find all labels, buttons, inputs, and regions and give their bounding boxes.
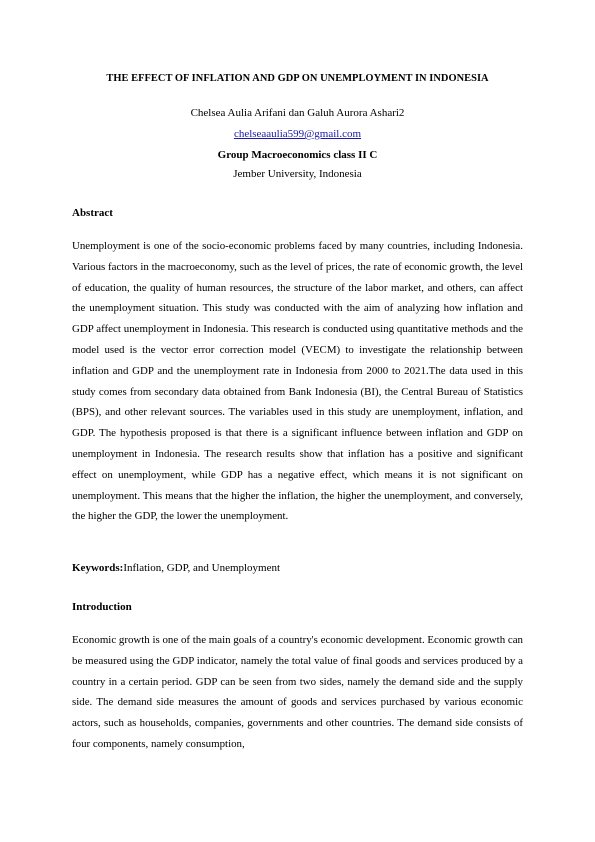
abstract-text: Unemployment is one of the socio-economic problems faced by many countries, including Indonesia. Various factors in the macroeconomy, such as the level of prices, the rate of economic growth, the level of education, the quality of human resources, the structure of the labor market, and others, can affect the unemployment situation. This study was conducted with the aim of analyzing how inflation and GDP affect unemployment in Indonesia. This research is conducted using quantitative methods and the model used is the vector error correction model (VECM) to investigate the relationship between inflation and GDP and the unemployment rate in Indonesia from 2000 to 2021.The data used in this study comes from secondary data obtained from Bank Indonesia (BI), the Central Bureau of Statistics (BPS), and other relevant sources. The variables used in this study are unemployment, inflation, and GDP. The hypothesis proposed is that there is a significant influence between inflation and GDP on unemployment in Indonesia. The research results show that inflation has a positive and significant effect on unemployment, while GDP has a negative effect, which means it is not significant on unemployment. This means that the higher the inflation, the higher the unemployment, and conversely, the higher the GDP, the lower the unemployment. [72,240,523,523]
keywords-text: Inflation, GDP, and Unemployment [123,562,281,574]
introduction-heading: Introduction [72,601,132,613]
author-group: Group Macroeconomics class II C [217,149,378,161]
introduction-text: Economic growth is one of the main goals of a country's economic development. Economic growth can be measured using the GDP indicator, namely the total value of final goods and services produced by a country in a certain period. GDP can be seen from two sides, namely the demand side and the supply side. The demand side measures the amount of goods and services purchased by various economic actors, such as households, companies, governments and other countries. The demand side consists of four components, namely consumption, [72,634,523,750]
author-names: Chelsea Aulia Arifani dan Galuh Aurora Ashari2 [190,107,405,119]
author-affiliation: Jember University, Indonesia [233,168,362,180]
keywords-line [72,562,280,574]
author-email-link[interactable]: chelseaaulia599@gmail.com [233,128,362,140]
abstract-heading: Abstract [72,207,113,219]
paper-title: THE EFFECT OF INFLATION AND GDP ON UNEMPLOYMENT IN INDONESIA [106,73,489,84]
keywords-label: Keywords: [72,562,124,574]
